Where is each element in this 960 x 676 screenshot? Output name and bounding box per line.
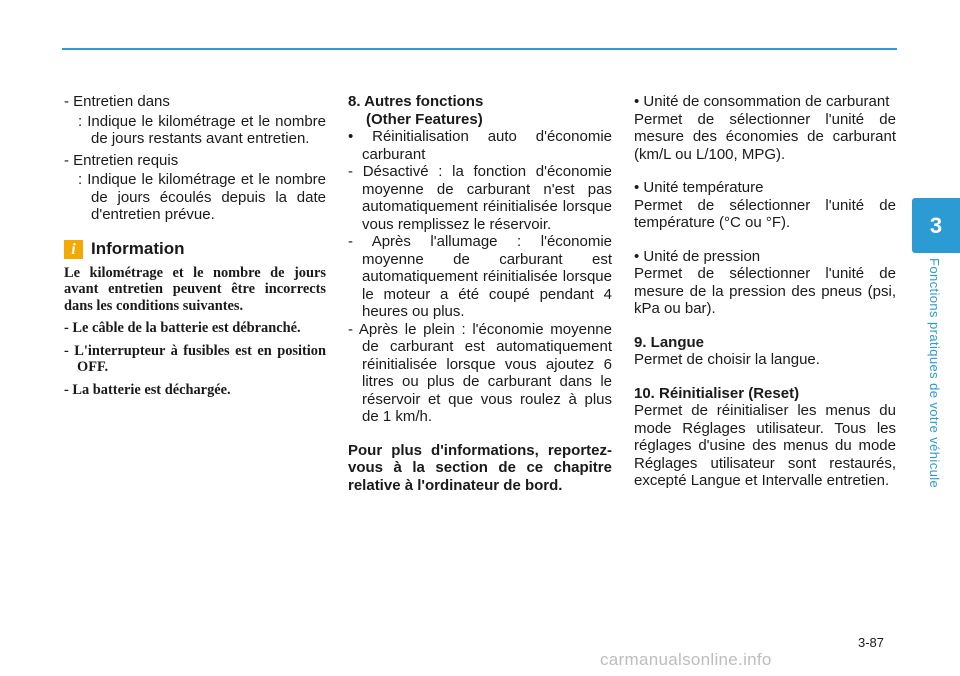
entretien-requis-desc: : Indique le kilométrage et le nombre de jours écoulés depuis la date d'entretien prévue. [78, 171, 326, 223]
section-10-heading: 10. Réinitialiser (Reset) [634, 384, 800, 402]
section-8-heading: 8. Autres fonctions [348, 93, 484, 110]
unit-temperature-title: • Unité température [634, 179, 764, 196]
section-9-desc: Permet de choisir la langue. [634, 351, 820, 368]
unit-pressure-desc: Permet de sélectionner l'unité de mesure de la pression des pneus (psi, kPa ou bar). [634, 265, 896, 317]
information-item: - Le câble de la batterie est débranché. [64, 320, 301, 337]
column-left [64, 93, 326, 399]
information-intro: Le kilométrage et le nombre de jours avant entretien peuvent être incorrects dans les conditions suivantes. [64, 264, 326, 314]
unit-pressure-title: • Unité de pression [634, 247, 761, 265]
information-body [64, 265, 326, 399]
chapter-title: Fonctions pratiques de votre véhicule [927, 258, 942, 489]
information-item: - La batterie est déchargée. [64, 382, 231, 399]
watermark: carmanualsonline.info [600, 650, 772, 669]
bullet-auto-reset: • Réinitialisation auto d'économie carburant [348, 128, 612, 163]
option-disabled: - Désactivé : la fonction d'économie moyenne de carburant n'est pas automatiquement réinitialisée lorsque vous remplissez le réservoir. [348, 163, 612, 233]
section-10-desc: Permet de réinitialiser les menus du mode Réglages utilisateur. Tous les réglages d'usine des menus du mode Réglages utilisateur sont restaurés, excepté Langue et Intervalle entretien. [634, 402, 896, 489]
option-after-ignition: - Après l'allumage : l'économie moyenne de carburant est automatiquement réinitialisée lorsque le moteur a été coupé pendant 4 heures ou plus. [348, 233, 612, 320]
entretien-dans-desc: : Indique le kilométrage et le nombre de jours restants avant entretien. [78, 112, 326, 147]
unit-consumption-title: • Unité de consommation de carburant [634, 93, 890, 110]
option-after-refuel: - Après le plein : l'économie moyenne de carburant est automatiquement réinitialisée lorsque vous ajoutez 6 litres ou plus de carburant dans le réservoir et que vous roulez à plus de 1 km/h. [348, 320, 612, 425]
entretien-dans-title: - Entretien dans [64, 93, 170, 110]
information-item: - L'interrupteur à fusibles est en position OFF. [64, 342, 326, 376]
column-middle [348, 93, 612, 494]
chapter-tab: 3 [912, 198, 960, 253]
unit-consumption-desc: Permet de sélectionner l'unité de mesure des économies de carburant (km/L ou L/100, MPG). [634, 110, 896, 163]
section-9-heading: 9. Langue [634, 333, 705, 351]
header-rule [62, 48, 897, 50]
section-8-subheading: (Other Features) [366, 110, 483, 128]
entretien-requis-title: - Entretien requis [64, 151, 179, 169]
information-header [64, 240, 326, 259]
column-right [634, 93, 896, 490]
unit-temperature-desc: Permet de sélectionner l'unité de température (°C ou °F). [634, 196, 896, 231]
page-number: 3-87 [858, 635, 885, 650]
information-title: Information [91, 239, 185, 259]
info-icon: i [64, 240, 83, 259]
trip-computer-note: Pour plus d'informations, reportez-vous à la section de ce chapitre relative à l'ordinateur de bord. [348, 441, 612, 494]
